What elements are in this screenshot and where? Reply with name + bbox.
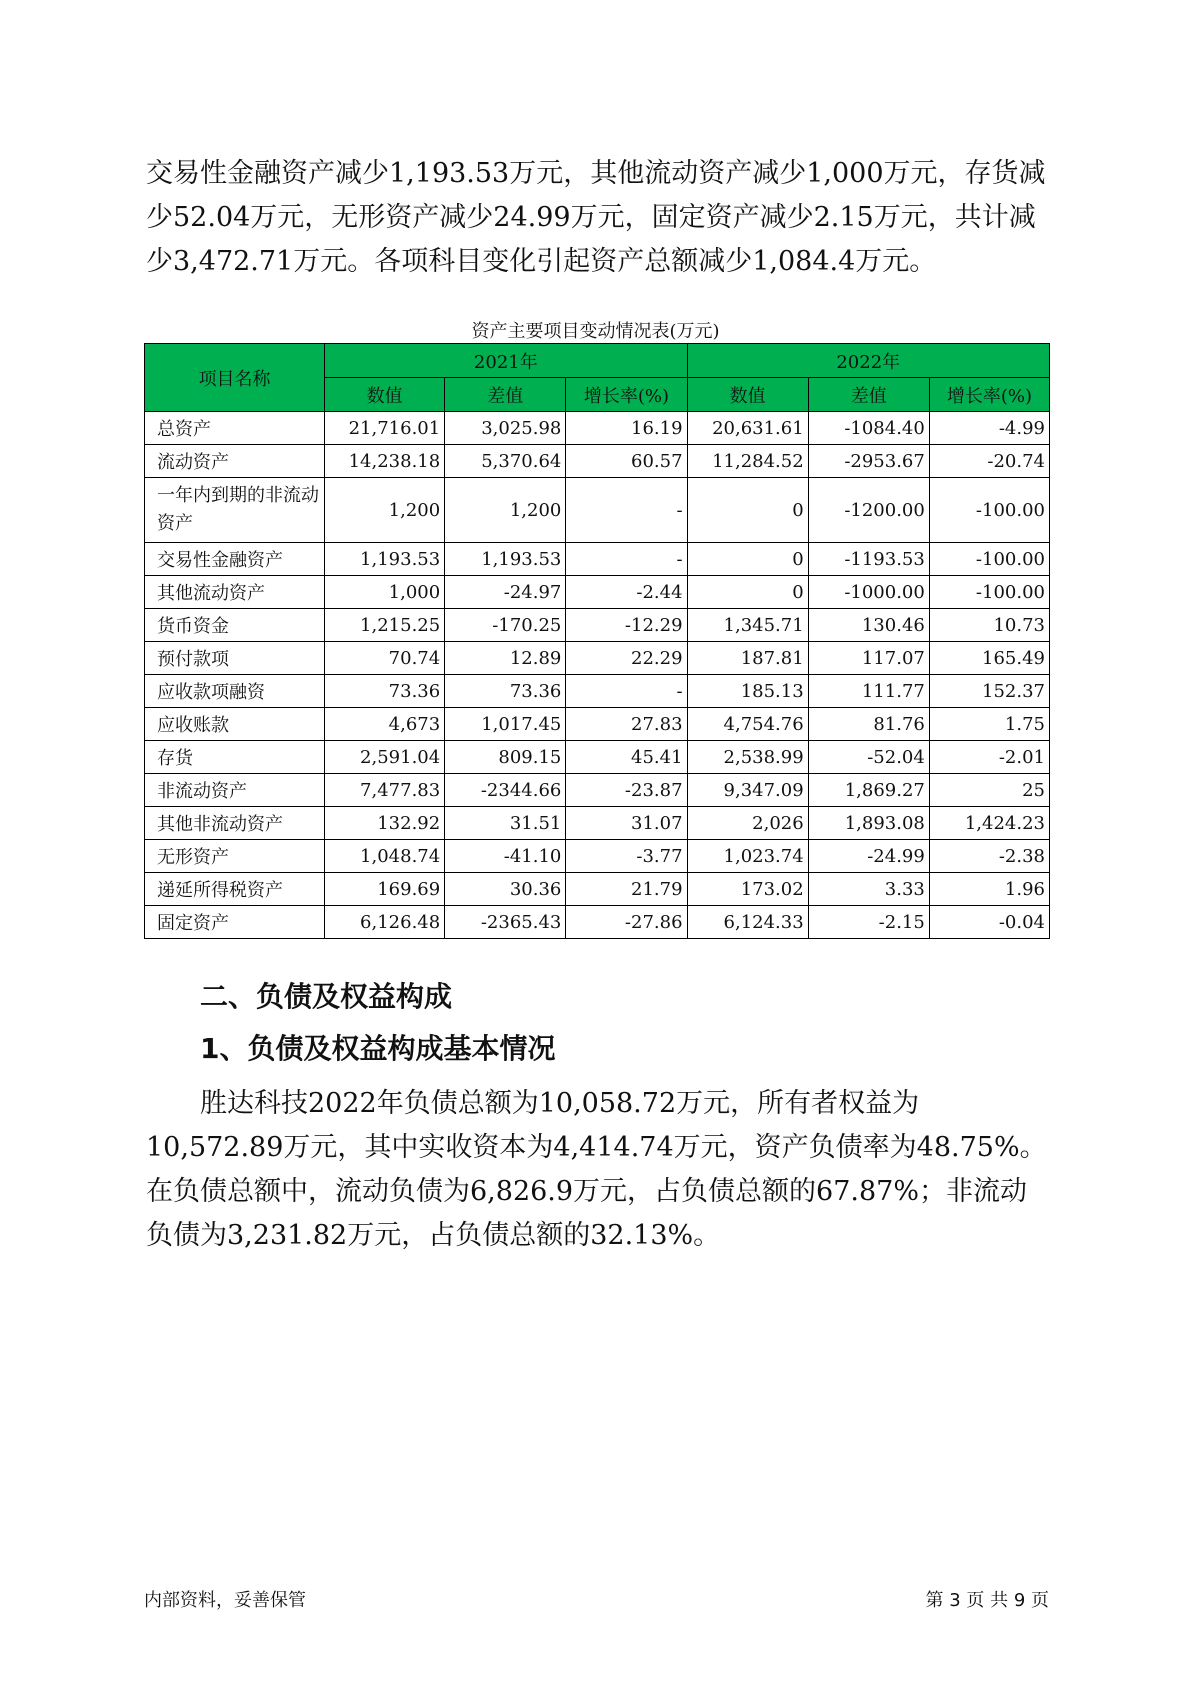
subheader-difference: 差值: [808, 378, 929, 412]
row-item-name: 流动资产: [145, 445, 325, 478]
cell-value-2021: 21,716.01: [325, 412, 445, 445]
cell-value-2022: 6,124.33: [687, 906, 808, 939]
cell-growth-rate-2021: 45.41: [566, 741, 687, 774]
cell-difference-2022: -1193.53: [808, 543, 929, 576]
table-row: [145, 445, 1050, 478]
cell-value-2022: 0: [687, 576, 808, 609]
cell-growth-rate-2021: 16.19: [566, 412, 687, 445]
table-row: [145, 478, 1050, 543]
cell-growth-rate-2021: 21.79: [566, 873, 687, 906]
cell-difference-2021: 1,017.45: [445, 708, 566, 741]
cell-difference-2021: 31.51: [445, 807, 566, 840]
cell-value-2022: 11,284.52: [687, 445, 808, 478]
cell-value-2021: 73.36: [325, 675, 445, 708]
cell-difference-2022: 1,869.27: [808, 774, 929, 807]
row-item-name: 货币资金: [145, 609, 325, 642]
header-year-2021: 2021年: [325, 344, 687, 378]
section-heading: 二、负债及权益构成: [200, 980, 453, 1013]
cell-growth-rate-2021: -2.44: [566, 576, 687, 609]
cell-growth-rate-2021: -: [566, 543, 687, 576]
cell-difference-2022: 117.07: [808, 642, 929, 675]
cell-growth-rate-2022: 152.37: [929, 675, 1049, 708]
table-row: [145, 576, 1050, 609]
cell-growth-rate-2022: 1,424.23: [929, 807, 1049, 840]
cell-growth-rate-2021: -: [566, 478, 687, 543]
cell-growth-rate-2022: -2.01: [929, 741, 1049, 774]
cell-growth-rate-2022: -100.00: [929, 478, 1049, 543]
cell-difference-2022: -24.99: [808, 840, 929, 873]
cell-value-2022: 187.81: [687, 642, 808, 675]
table-row: [145, 412, 1050, 445]
cell-value-2022: 0: [687, 543, 808, 576]
cell-difference-2022: 1,893.08: [808, 807, 929, 840]
cell-value-2021: 132.92: [325, 807, 445, 840]
cell-difference-2021: 1,193.53: [445, 543, 566, 576]
cell-difference-2022: -2953.67: [808, 445, 929, 478]
cell-growth-rate-2021: -12.29: [566, 609, 687, 642]
cell-value-2022: 185.13: [687, 675, 808, 708]
subheader-growth-rate: 增长率(%): [566, 378, 687, 412]
cell-growth-rate-2022: -2.38: [929, 840, 1049, 873]
subheader-difference: 差值: [445, 378, 566, 412]
cell-difference-2022: -1200.00: [808, 478, 929, 543]
footer-page-number: 第 3 页 共 9 页: [925, 1590, 1049, 1611]
cell-growth-rate-2022: -4.99: [929, 412, 1049, 445]
row-item-name: 固定资产: [145, 906, 325, 939]
cell-growth-rate-2022: -100.00: [929, 576, 1049, 609]
cell-value-2022: 1,023.74: [687, 840, 808, 873]
cell-value-2022: 173.02: [687, 873, 808, 906]
cell-growth-rate-2022: 10.73: [929, 609, 1049, 642]
cell-difference-2022: -52.04: [808, 741, 929, 774]
table-row: [145, 708, 1050, 741]
cell-value-2021: 14,238.18: [325, 445, 445, 478]
cell-difference-2022: -1000.00: [808, 576, 929, 609]
row-item-name: 递延所得税资产: [145, 873, 325, 906]
table-row: [145, 906, 1050, 939]
subheader-value: 数值: [687, 378, 808, 412]
cell-growth-rate-2022: -20.74: [929, 445, 1049, 478]
table-row: [145, 840, 1050, 873]
row-item-name: 其他流动资产: [145, 576, 325, 609]
cell-difference-2021: -170.25: [445, 609, 566, 642]
row-item-name: 总资产: [145, 412, 325, 445]
cell-difference-2021: 5,370.64: [445, 445, 566, 478]
cell-value-2022: 0: [687, 478, 808, 543]
cell-difference-2021: -2344.66: [445, 774, 566, 807]
cell-difference-2022: -1084.40: [808, 412, 929, 445]
row-item-name: 其他非流动资产: [145, 807, 325, 840]
cell-growth-rate-2022: -100.00: [929, 543, 1049, 576]
subheader-growth-rate: 增长率(%): [929, 378, 1049, 412]
header-year-2022: 2022年: [687, 344, 1049, 378]
subsection-heading: 1、负债及权益构成基本情况: [200, 1032, 556, 1065]
table-caption: 资产主要项目变动情况表(万元): [471, 321, 720, 342]
cell-value-2022: 2,538.99: [687, 741, 808, 774]
cell-growth-rate-2021: 22.29: [566, 642, 687, 675]
cell-value-2021: 4,673: [325, 708, 445, 741]
cell-value-2021: 70.74: [325, 642, 445, 675]
cell-growth-rate-2021: -3.77: [566, 840, 687, 873]
row-item-name: 非流动资产: [145, 774, 325, 807]
row-item-name: 应收款项融资: [145, 675, 325, 708]
cell-value-2021: 1,215.25: [325, 609, 445, 642]
cell-difference-2022: 81.76: [808, 708, 929, 741]
table-row: [145, 807, 1050, 840]
cell-value-2021: 1,048.74: [325, 840, 445, 873]
cell-value-2021: 169.69: [325, 873, 445, 906]
cell-value-2022: 4,754.76: [687, 708, 808, 741]
cell-difference-2022: -2.15: [808, 906, 929, 939]
cell-difference-2021: 30.36: [445, 873, 566, 906]
cell-difference-2021: -2365.43: [445, 906, 566, 939]
cell-difference-2021: 3,025.98: [445, 412, 566, 445]
row-item-name: 一年内到期的非流动资产: [145, 478, 325, 543]
cell-growth-rate-2021: -: [566, 675, 687, 708]
row-item-name: 存货: [145, 741, 325, 774]
cell-growth-rate-2021: -23.87: [566, 774, 687, 807]
table-row: [145, 873, 1050, 906]
footer-confidential-note: 内部资料，妥善保管: [144, 1590, 306, 1611]
cell-value-2022: 9,347.09: [687, 774, 808, 807]
cell-growth-rate-2022: 1.96: [929, 873, 1049, 906]
cell-growth-rate-2021: 60.57: [566, 445, 687, 478]
intro-paragraph: 交易性金融资产减少1,193.53万元，其他流动资产减少1,000万元，存货减少52.04万元，无形资产减少24.99万元，固定资产减少2.15万元，共计减少3,472.71万元。各项科目变化引起资产总额减少1,084.4万元。: [146, 158, 1046, 277]
cell-difference-2021: 809.15: [445, 741, 566, 774]
liability-paragraph: 胜达科技2022年负债总额为10,058.72万元，所有者权益为10,572.89万元，其中实收资本为4,414.74万元，资产负债率为48.75%。在负债总额中，流动负债为6,826.9万元，占负债总额的67.87%；非流动负债为3,231.82万元，占负债总额的32.13%。: [146, 1088, 1047, 1251]
cell-growth-rate-2021: 31.07: [566, 807, 687, 840]
cell-growth-rate-2021: 27.83: [566, 708, 687, 741]
cell-growth-rate-2021: -27.86: [566, 906, 687, 939]
cell-value-2022: 1,345.71: [687, 609, 808, 642]
header-item-name: 项目名称: [145, 344, 325, 412]
cell-value-2022: 20,631.61: [687, 412, 808, 445]
table-row: [145, 543, 1050, 576]
row-item-name: 交易性金融资产: [145, 543, 325, 576]
cell-difference-2022: 130.46: [808, 609, 929, 642]
cell-growth-rate-2022: 1.75: [929, 708, 1049, 741]
cell-value-2021: 6,126.48: [325, 906, 445, 939]
cell-difference-2021: 1,200: [445, 478, 566, 543]
cell-difference-2021: -41.10: [445, 840, 566, 873]
cell-value-2021: 1,000: [325, 576, 445, 609]
table-row: [145, 774, 1050, 807]
cell-growth-rate-2022: -0.04: [929, 906, 1049, 939]
cell-value-2022: 2,026: [687, 807, 808, 840]
cell-difference-2021: 12.89: [445, 642, 566, 675]
subheader-value: 数值: [325, 378, 445, 412]
table-row: [145, 642, 1050, 675]
cell-growth-rate-2022: 25: [929, 774, 1049, 807]
table-row: [145, 609, 1050, 642]
cell-difference-2021: -24.97: [445, 576, 566, 609]
table-row: [145, 741, 1050, 774]
row-item-name: 无形资产: [145, 840, 325, 873]
cell-value-2021: 7,477.83: [325, 774, 445, 807]
asset-change-table: [144, 343, 1050, 939]
cell-value-2021: 1,200: [325, 478, 445, 543]
table-row: [145, 675, 1050, 708]
cell-difference-2022: 111.77: [808, 675, 929, 708]
cell-growth-rate-2022: 165.49: [929, 642, 1049, 675]
row-item-name: 预付款项: [145, 642, 325, 675]
table-body: [145, 412, 1050, 939]
row-item-name: 应收账款: [145, 708, 325, 741]
cell-difference-2022: 3.33: [808, 873, 929, 906]
cell-difference-2021: 73.36: [445, 675, 566, 708]
cell-value-2021: 1,193.53: [325, 543, 445, 576]
cell-value-2021: 2,591.04: [325, 741, 445, 774]
